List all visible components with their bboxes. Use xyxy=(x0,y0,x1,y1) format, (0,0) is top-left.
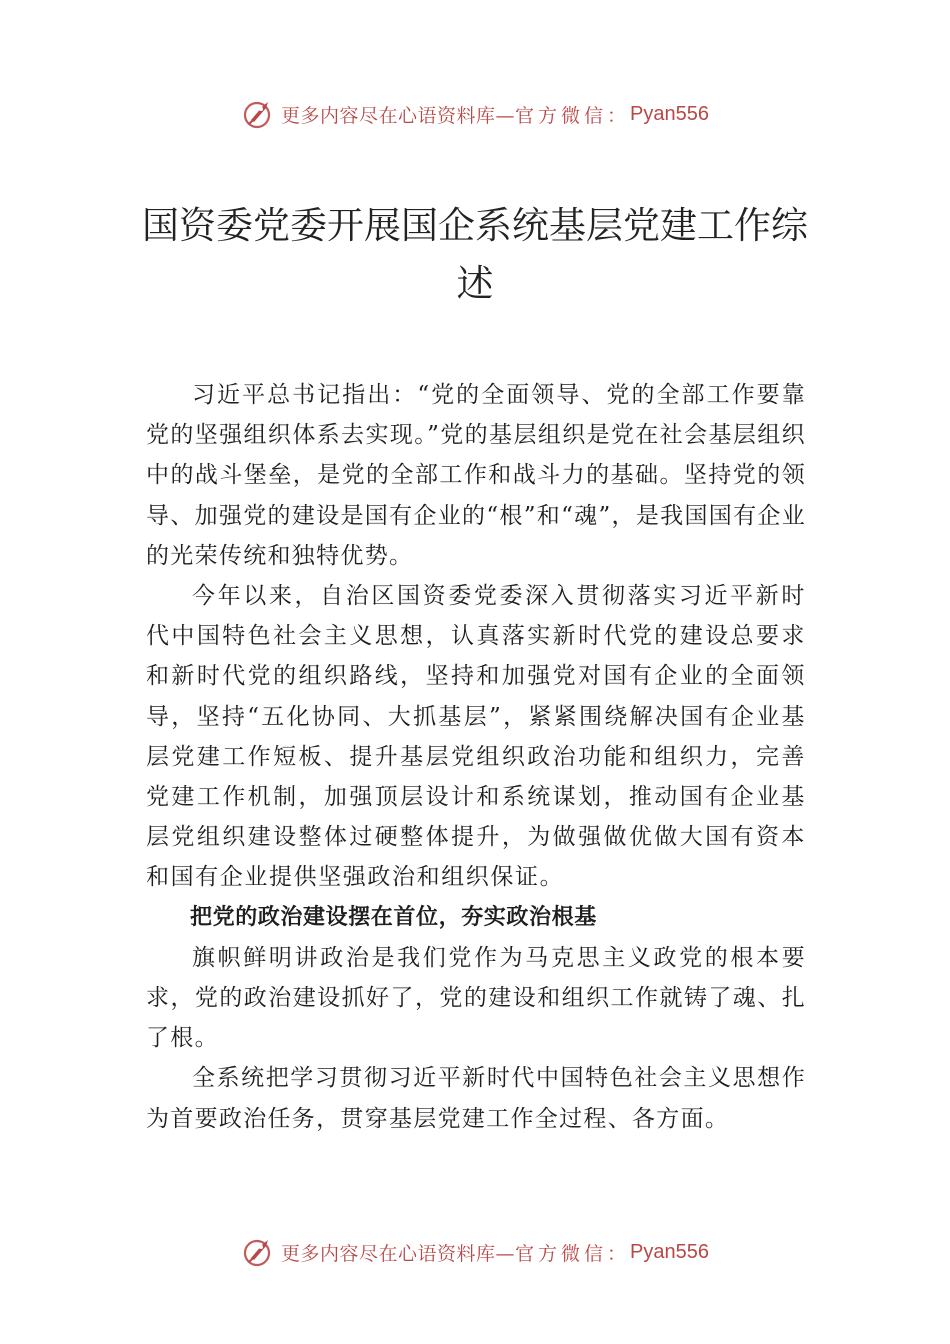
paragraph-1: 习近平总书记指出：“党的全面领导、党的全部工作要靠党的坚强组织体系去实现。”党的基层组织是党在社会基层组织中的战斗堡垒，是党的全部工作和战斗力的基础。坚持党的领导、加强党的建设是国有企业的“根”和“魂”，是我国国有企业的光荣传统和独特优势。 xyxy=(146,382,806,569)
footer-banner xyxy=(0,1232,950,1272)
banner-label: 官方微信： xyxy=(515,104,631,127)
title-line-2: 述 xyxy=(456,262,494,305)
paragraph-4: 全系统把学习贯彻习近平新时代中国特色社会主义思想作为首要政治任务，贯穿基层党建工作全过程、各方面。 xyxy=(146,1065,806,1132)
document-body xyxy=(146,375,806,1139)
banner-wechat-id: Pyan556 xyxy=(630,1240,709,1263)
banner-wechat-id: Pyan556 xyxy=(630,102,709,125)
pen-logo-icon xyxy=(241,1234,277,1270)
banner-label: 官方微信： xyxy=(515,1242,631,1265)
paragraph-2: 今年以来，自治区国资委党委深入贯彻落实习近平新时代中国特色社会主义思想，认真落实新时代党的建设总要求和新时代党的组织路线，坚持和加强党对国有企业的全面领导，坚持“五化协同、大抓基层”，紧紧围绕解决国有企业基层党建工作短板、提升基层党组织政治功能和组织力，完善党建工作机制，加强顶层设计和系统谋划，推动国有企业基层党组织建设整体过硬整体提升，为做强做优做大国有资本和国有企业提供坚强政治和组织保证。 xyxy=(146,583,806,891)
header-banner xyxy=(0,94,950,134)
page-title xyxy=(0,197,950,313)
banner-text: 更多内容尽在心语资料库— xyxy=(281,104,516,127)
paragraph-3: 旗帜鲜明讲政治是我们党作为马克思主义政党的根本要求，党的政治建设抓好了，党的建设和组织工作就铸了魂、扎了根。 xyxy=(146,944,806,1052)
title-line-1: 国资委党委开展国企系统基层党建工作综 xyxy=(142,204,808,247)
banner-text: 更多内容尽在心语资料库— xyxy=(281,1242,516,1265)
pen-logo-icon xyxy=(241,96,277,132)
section-heading: 把党的政治建设摆在首位，夯实政治根基 xyxy=(190,904,597,930)
